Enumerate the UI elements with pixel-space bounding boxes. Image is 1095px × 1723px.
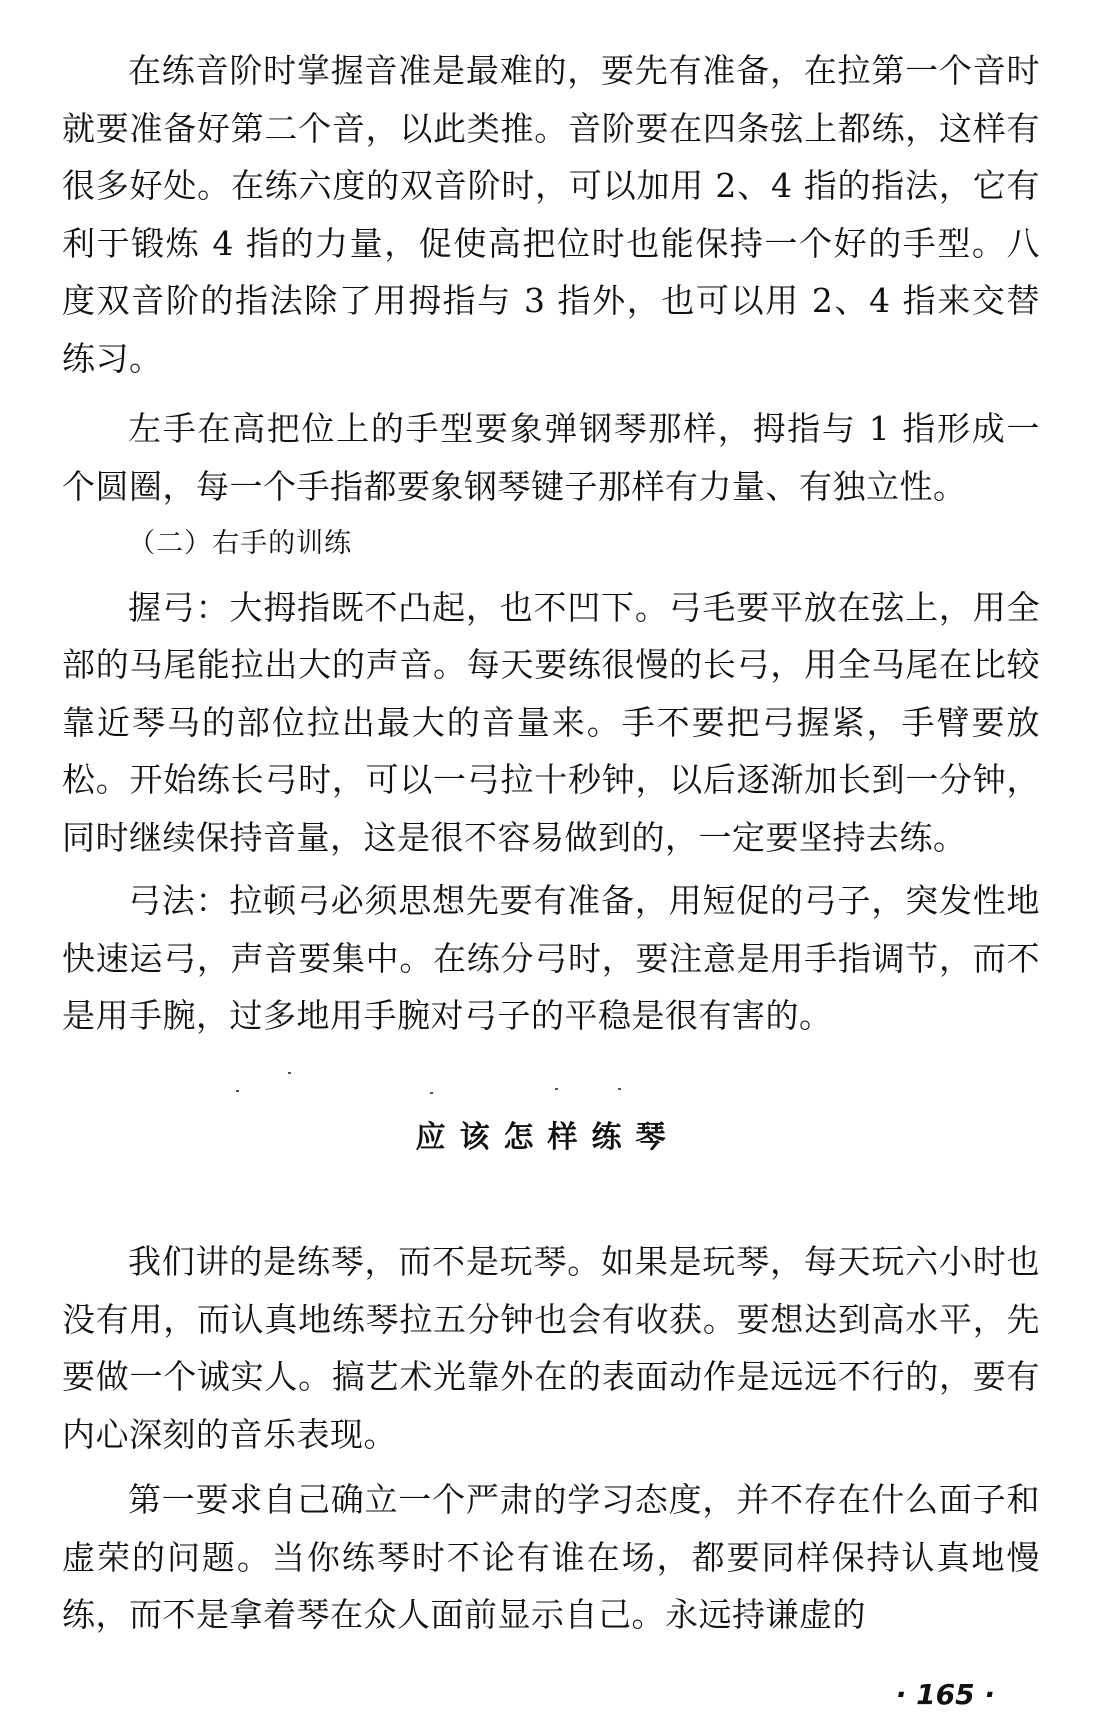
page-number: · 165 · (895, 1678, 995, 1711)
article-title: 应该怎样练琴 (415, 1120, 680, 1155)
print-speck (430, 1092, 433, 1094)
section-left-hand-text (62, 42, 1040, 1045)
paragraph-bowing: 弓法：拉顿弓必须思想先要有准备，用短促的弓子，突发性地快速运弓，声音要集中。在练分弓时，要注意是用手指调节，而不是用手腕，过多地用手腕对弓子的平稳是很有害的。 (62, 881, 1040, 1035)
article-body (62, 1233, 1040, 1644)
paragraph-bow-hold: 握弓：大拇指既不凸起，也不凹下。弓毛要平放在弦上，用全部的马尾能拉出大的声音。每天要练很慢的长弓，用全马尾在比较靠近琴马的部位拉出最大的音量来。手不要把弓握紧，手臂要放松。开始练长弓时，可以一弓拉十秒钟，以后逐渐加长到一分钟，同时继续保持音量，这是很不容易做到的，一定要坚持去练。 (62, 587, 1040, 857)
print-speck (288, 1072, 291, 1074)
section-heading-right-hand: （二）右手的训练 (128, 528, 353, 559)
paragraph-high-position: 左手在高把位上的手型要象弹钢琴那样，拇指与 1 指形成一个圆圈，每一个手指都要象钢琴键子那样有力量、有独立性。 (62, 409, 1040, 506)
print-speck (236, 1090, 239, 1092)
print-speck (618, 1088, 621, 1090)
paragraph-serious-attitude: 第一要求自己确立一个严肃的学习态度，并不存在什么面子和虚荣的问题。当你练琴时不论有谁在场，都要同样保持认真地慢练，而不是拿着琴在众人面前显示自己。永远持谦虚的 (62, 1480, 1040, 1634)
print-speck (555, 1088, 558, 1090)
paragraph-scales: 在练音阶时掌握音准是最难的，要先有准备，在拉第一个音时就要准备好第二个音，以此类推。音阶要在四条弦上都练，这样有很多好处。在练六度的双音阶时，可以加用 2、4 指的指法，它有利于锻炼 4 指的力量，促使高把位时也能保持一个好的手型。八度双音阶的指法除了用拇指与 3 指外，也可以用 2、4 指来交替练习。 (62, 51, 1040, 378)
paragraph-practice-vs-play: 我们讲的是练琴，而不是玩琴。如果是玩琴，每天玩六小时也没有用，而认真地练琴拉五分钟也会有收获。要想达到高水平，先要做一个诚实人。搞艺术光靠外在的表面动作是远远不行的，要有内心深刻的音乐表现。 (62, 1242, 1040, 1454)
